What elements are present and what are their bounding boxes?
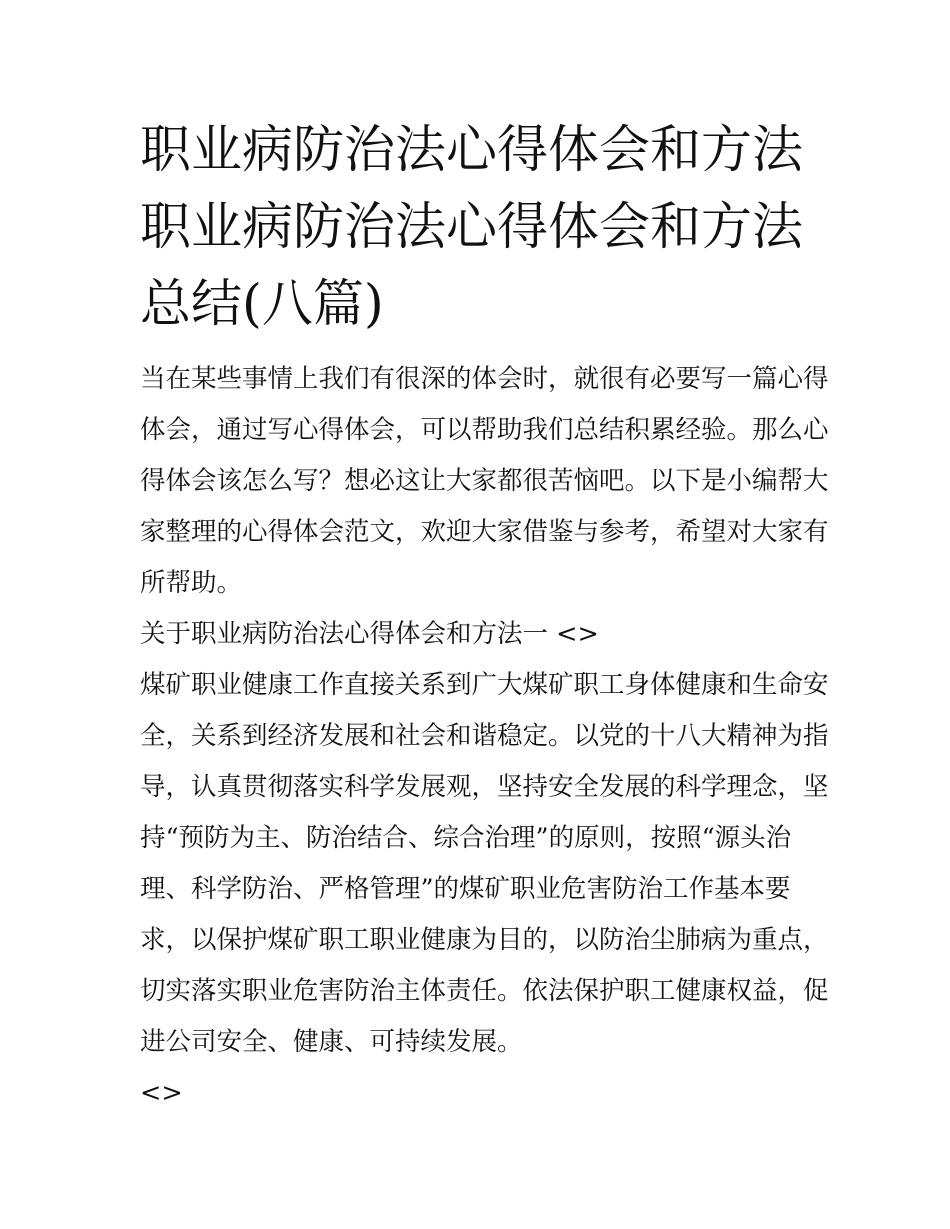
document-title [140,112,830,343]
intro-line: 当在某些事情上我们有很深的体会时，就很有必要写一篇心得 [140,364,829,394]
intro-line: 家整理的心得体会范文，欢迎大家借鉴与参考，希望对大家有 [140,517,829,547]
section-line: 进公司安全、健康、可持续发展。 [140,1027,523,1057]
title-line: 职业病防治法心得体会和方法 [140,198,804,257]
placeholder-marker: <> [140,1078,183,1108]
section-line: 求，以保护煤矿职工职业健康为目的，以防治尘肺病为重点， [140,925,829,955]
intro-line: 所帮助。 [140,568,243,598]
section-line: 煤矿职业健康工作直接关系到广大煤矿职工身体健康和生命安 [140,670,829,700]
section-line: 全，关系到经济发展和社会和谐稳定。以党的十八大精神为指 [140,721,829,751]
intro-line: 得体会该怎么写？想必这让大家都很苦恼吧。以下是小编帮大 [140,466,829,496]
intro-line: 体会，通过写心得体会，可以帮助我们总结积累经验。那么心 [140,415,829,445]
section-line: 切实落实职业危害防治主体责任。依法保护职工健康权益，促 [140,976,829,1006]
title-line: 职业病防治法心得体会和方法 [140,121,804,180]
section-line: 理、科学防治、严格管理”的煤矿职业危害防治工作基本要 [140,874,791,904]
section-line: 导，认真贯彻落实科学发展观，坚持安全发展的科学理念，坚 [140,772,829,802]
document-body [140,354,830,1119]
section-line: 持“预防为主、防治结合、综合治理”的原则，按照“源头治 [140,823,792,853]
section-heading: 关于职业病防治法心得体会和方法一 <> [140,619,599,649]
title-line: 总结(八篇) [140,275,384,334]
